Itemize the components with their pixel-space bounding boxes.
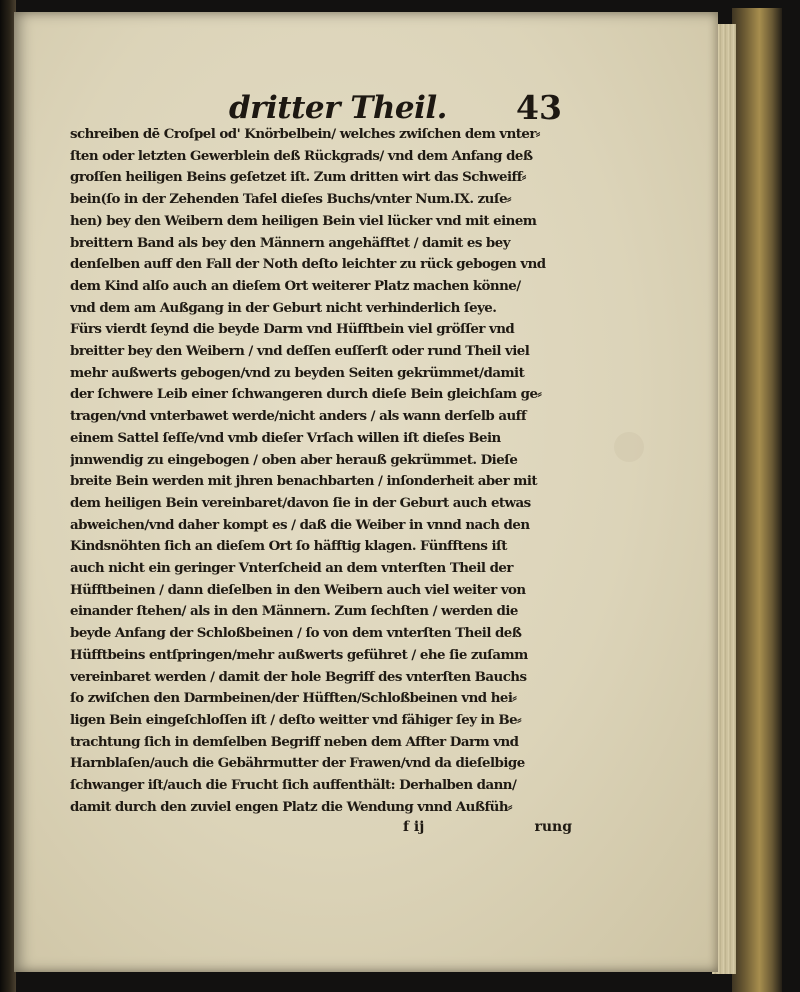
text-line: dem heiligen Bein vereinbaret/davon ſie in der Geburt auch etwas — [70, 494, 531, 511]
text-line: schreiben dē Croſpel od' Knörbelbein/ welches zwiſchen dem vnter⸗ — [70, 126, 540, 142]
text-line: Kindsnöhten ſich an dieſem Ort ſo häfftig klagen. Fünfftens iſt — [70, 538, 507, 555]
book-right-board — [732, 8, 782, 992]
text-line: abweichen/vnd daher kompt es / daß die Weiber in vnnd nach den — [70, 516, 530, 533]
text-line: ligen Bein eingeſchloſſen iſt / deſto weitter vnd fähiger ſey in Be⸗ — [70, 711, 522, 728]
text-line: Harnblaſen/auch die Gebährmutter der Frawen/vnd da dieſelbige — [70, 755, 525, 772]
running-head: dritter Theil. — [229, 90, 447, 126]
page-number: 43 — [516, 88, 562, 127]
book-page — [14, 12, 718, 972]
text-line: hen) bey den Weibern dem heiligen Bein viel lücker vnd mit einem — [70, 212, 537, 229]
text-line: beyde Anfang der Schloßbeinen / ſo von dem vnterſten Theil deß — [70, 625, 522, 642]
text-line: groſſen heiligen Beins geſetzet iſt. Zum dritten wirt das Schweiff⸗ — [70, 169, 526, 186]
text-line: dem Kind alſo auch an dieſem Ort weiterer Platz machen könne/ — [70, 277, 521, 294]
text-line: breitter bey den Weibern / vnd deſſen euſſerſt oder rund Theil viel — [70, 343, 530, 360]
text-line: ſo zwiſchen den Darmbeinen/der Hüfften/Schloßbeinen vnd hei⸗ — [70, 690, 517, 707]
text-line: jnnwendig zu eingebogen / oben aber herauß gekrümmet. Dieſe — [70, 451, 518, 468]
text-line: vereinbaret werden / damit der hole Begriff des vnterſten Bauchs — [70, 668, 527, 685]
text-line: trachtung ſich in demſelben Begriff neben dem Affter Darm vnd — [70, 733, 519, 750]
text-line: mehr außwerts gebogen/vnd zu beyden Seiten gekrümmet/damit — [70, 364, 525, 381]
paper-stain — [614, 432, 644, 462]
text-line: ſten oder letzten Gewerblein deß Rückgrads/ vnd dem Anfang deß — [70, 147, 533, 164]
body-text — [70, 124, 572, 819]
text-line: damit durch den zuviel engen Platz die Wendung vnnd Außfüh⸗ — [70, 798, 512, 815]
text-line: Fürs vierdt ſeynd die beyde Darm vnd Hüfftbein viel gröſſer vnd — [70, 321, 515, 338]
text-line: vnd dem am Außgang in der Geburt nicht verhinderlich ſeye. — [70, 299, 497, 316]
page-footer — [70, 819, 572, 841]
text-line: Hüfftbeins entſpringen/mehr außwerts geführet / ehe ſie zuſamm — [70, 646, 528, 663]
text-line: bein(ſo in der Zehenden Tafel dieſes Buchs/vnter Num.IX. zuſe⸗ — [70, 191, 511, 208]
text-line: breittern Band als bey den Männern angehäfftet / damit es bey — [70, 234, 510, 251]
catchword: rung — [534, 819, 572, 835]
signature-mark: f ij — [403, 819, 425, 835]
text-line: auch nicht ein geringer Vnterſcheid an dem vnterſten Theil der — [70, 560, 513, 577]
text-line: der ſchwere Leib einer ſchwangeren durch dieſe Bein gleichſam ge⸗ — [70, 386, 542, 403]
text-line: ſchwanger iſt/auch die Frucht ſich auffenthält: Derhalben dann/ — [70, 777, 517, 794]
text-line: breite Bein werden mit jhren benachbarten / inſonderheit aber mit — [70, 473, 538, 490]
text-line: einem Sattel ſeſſe/vnd vmb dieſer Vrſach willen iſt dieſes Bein — [70, 429, 501, 446]
text-line: einander ſtehen/ als in den Männern. Zum ſechſten / werden die — [70, 603, 518, 620]
text-line: denſelben auff den Fall der Noth deſto leichter zu rück gebogen vnd — [70, 256, 546, 273]
text-line: tragen/vnd vnterbawet werde/nicht anders / als wann derſelb auff — [70, 408, 527, 425]
text-line: Hüfftbeinen / dann dieſelben in den Weibern auch viel weiter von — [70, 581, 526, 598]
